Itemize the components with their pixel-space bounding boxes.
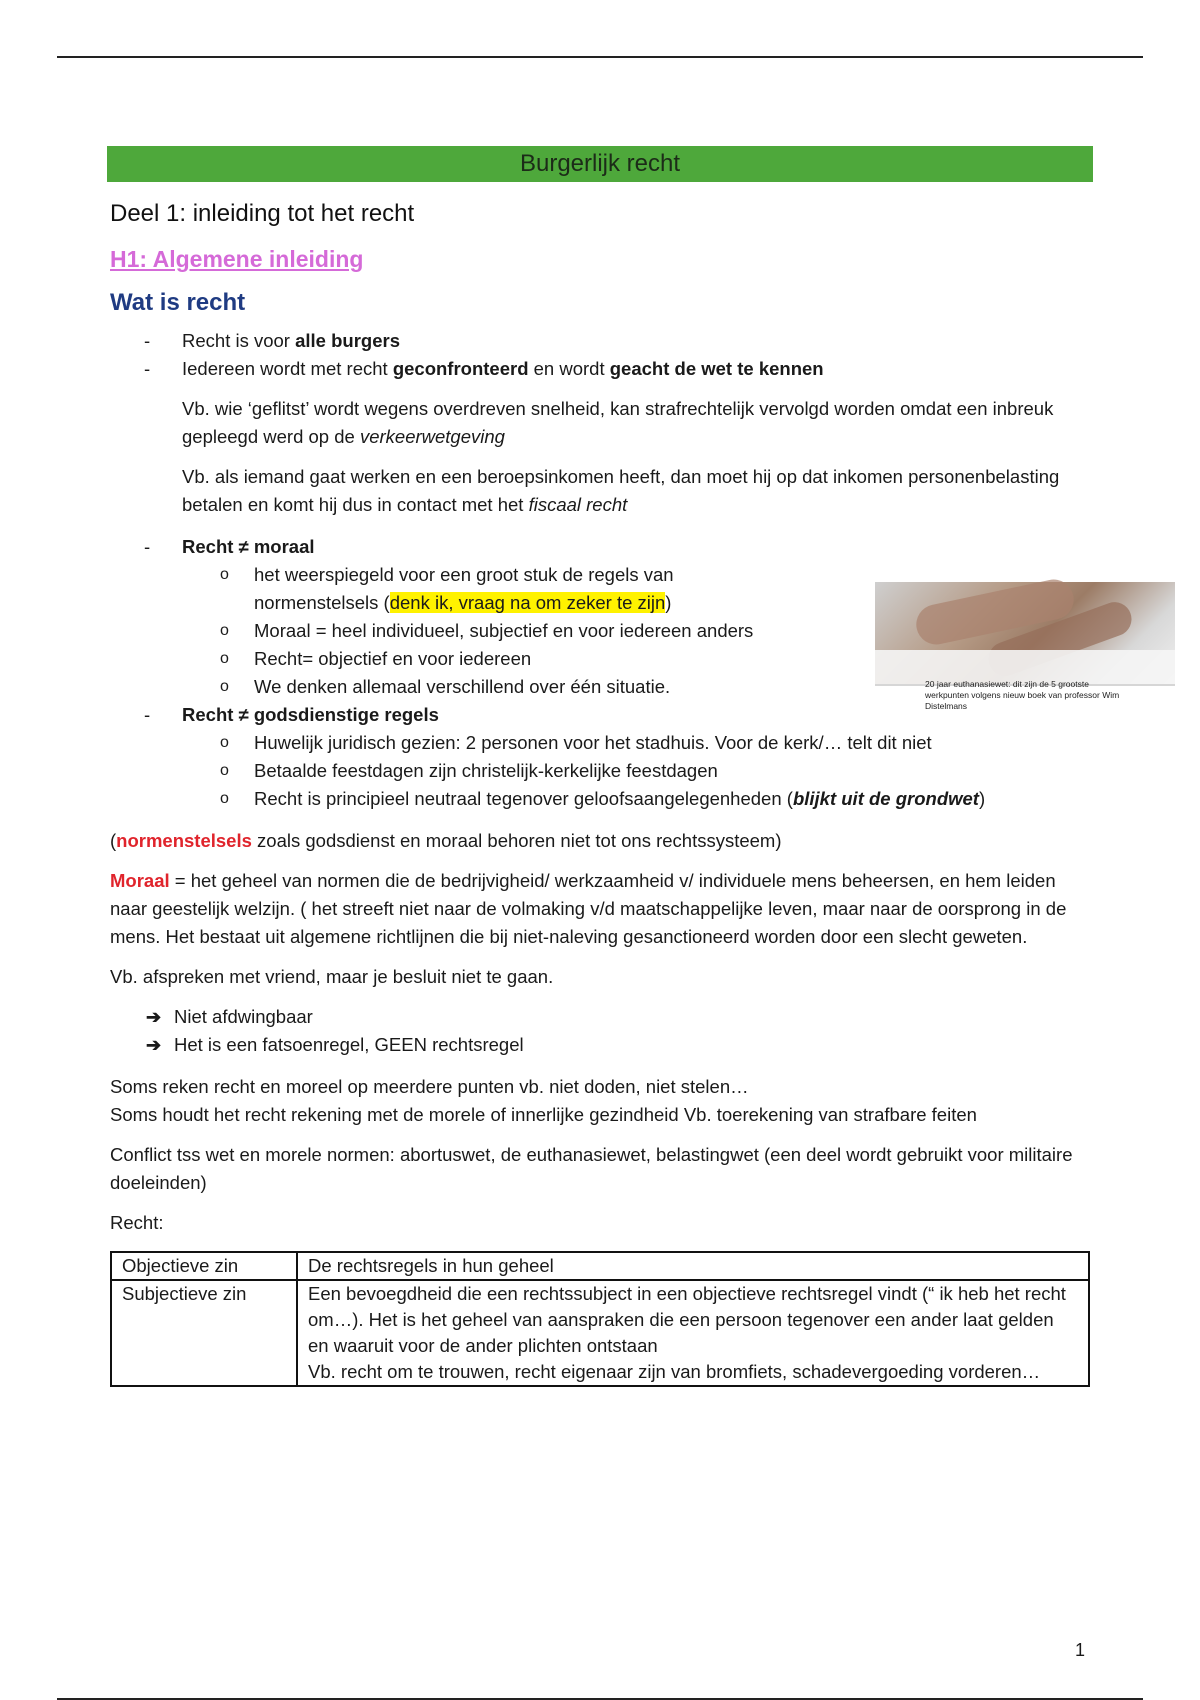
chapter-heading: H1: Algemene inleiding — [110, 246, 364, 272]
sub-list-item: o Moraal = heel individueel, subjectief en voor iedereen anders — [110, 617, 1090, 645]
arrow-item: ➔ Het is een fatsoenregel, GEEN rechtsregel — [110, 1031, 1090, 1059]
table-row — [111, 1280, 1089, 1386]
gods-sublist — [110, 729, 1090, 813]
sub-list-item: o Recht= objectief en voor iedereen — [110, 645, 1090, 673]
sub-list-item: o het weerspiegeld voor een groot stuk de regels van normenstelsels (denk ik, vraag na om zeker te zijn) — [110, 561, 1090, 617]
normenstelsels-paragraph: (normenstelsels zoals godsdienst en moraal behoren niet tot ons rechtssysteem) — [110, 830, 782, 851]
document-title-banner: Burgerlijk recht — [107, 146, 1093, 182]
gods-heading: Recht ≠ godsdienstige regels — [182, 704, 439, 725]
arrow-item: ➔ Niet afdwingbaar — [110, 1003, 1090, 1031]
table-cell: Een bevoegdheid die een rechtssubject in een objectieve rechtsregel vindt (“ ik heb het recht om…). Het is het geheel van aanspraken die een persoon tegenover een ander laat gelden en waaruit voor de ander plichten ontstaan Vb. recht om te trouwen, recht eigenaar zijn van bromfiets, schadevergoeding vorderen… — [297, 1280, 1089, 1386]
table-cell: Objectieve zin — [111, 1252, 297, 1280]
soms-paragraph: Soms reken recht en moreel op meerdere punten vb. niet doden, niet stelen… Soms houdt het recht rekening met de morele of innerlijke gezindheid Vb. toerekening van strafbare feiten — [110, 1076, 977, 1125]
moraal-definition: Moraal = het geheel van normen die de bedrijvigheid/ werkzaamheid v/ individuele mens beheersen, en hem leiden naar geestelijk welzijn. ( het streeft niet naar de volmaking v/d maatschappelijke leven, maar naar de oorsprong in de mens. Het bestaat uit algemene richtlijnen die bij niet-naleving gesanctioneerd worden door een slecht geweten. — [110, 870, 1067, 947]
example-paragraph: Vb. als iemand gaat werken en een beroepsinkomen heeft, dan moet hij op dat inkomen personenbelasting betalen en komt hij dus in contact met het fiscaal recht — [182, 466, 1060, 515]
table-cell: Subjectieve zin — [111, 1280, 297, 1386]
example-paragraph: Vb. afspreken met vriend, maar je besluit niet te gaan. — [110, 966, 554, 987]
table-row — [111, 1252, 1089, 1280]
sub-list-item: o We denken allemaal verschillend over één situatie. — [110, 673, 1090, 701]
conflict-paragraph: Conflict tss wet en morele normen: abortuswet, de euthanasiewet, belastingwet (een deel wordt gebruikt voor militaire doeleinden) — [110, 1144, 1073, 1193]
table-cell: De rechtsregels in hun geheel — [297, 1252, 1089, 1280]
example-paragraph: Vb. wie ‘geflitst’ wordt wegens overdreven snelheid, kan strafrechtelijk vervolgd worden omdat een inbreuk gepleegd werd op de verkeerwetgeving — [182, 398, 1054, 447]
list-item: - Recht is voor alle burgers — [110, 327, 1090, 355]
sub-list-item: o Huwelijk juridisch gezien: 2 personen voor het stadhuis. Voor de kerk/… telt dit niet — [110, 729, 1090, 757]
list-item — [110, 701, 1090, 813]
sub-list-item: o Betaalde feestdagen zijn christelijk-kerkelijke feestdagen — [110, 757, 1090, 785]
euthanasia-news-photo — [875, 582, 1175, 686]
page-number: 1 — [1075, 1640, 1086, 1660]
highlighted-note: denk ik, vraag na om zeker te zijn — [389, 592, 666, 613]
part-heading: Deel 1: inleiding tot het recht — [110, 200, 415, 227]
list-item: - Iedereen wordt met recht geconfronteerd en wordt geacht de wet te kennen — [110, 355, 1090, 383]
page-content — [110, 195, 1090, 1387]
sub-list-item: o Recht is principieel neutraal tegenover geloofsaangelegenheden (blijkt uit de grondwet) — [110, 785, 1090, 813]
photo-caption: 20 jaar euthanasiewet: dit zijn de 5 grootste werkpunten volgens nieuw boek van professor Wim Distelmans — [925, 679, 1120, 711]
section-heading: Wat is recht — [110, 289, 246, 316]
conclusion-list — [110, 1003, 1090, 1059]
moraal-heading: Recht ≠ moraal — [182, 536, 315, 557]
recht-label: Recht: — [110, 1212, 164, 1233]
recht-definition-table — [110, 1251, 1090, 1387]
top-rule — [57, 56, 1143, 58]
intro-list — [110, 327, 1090, 383]
